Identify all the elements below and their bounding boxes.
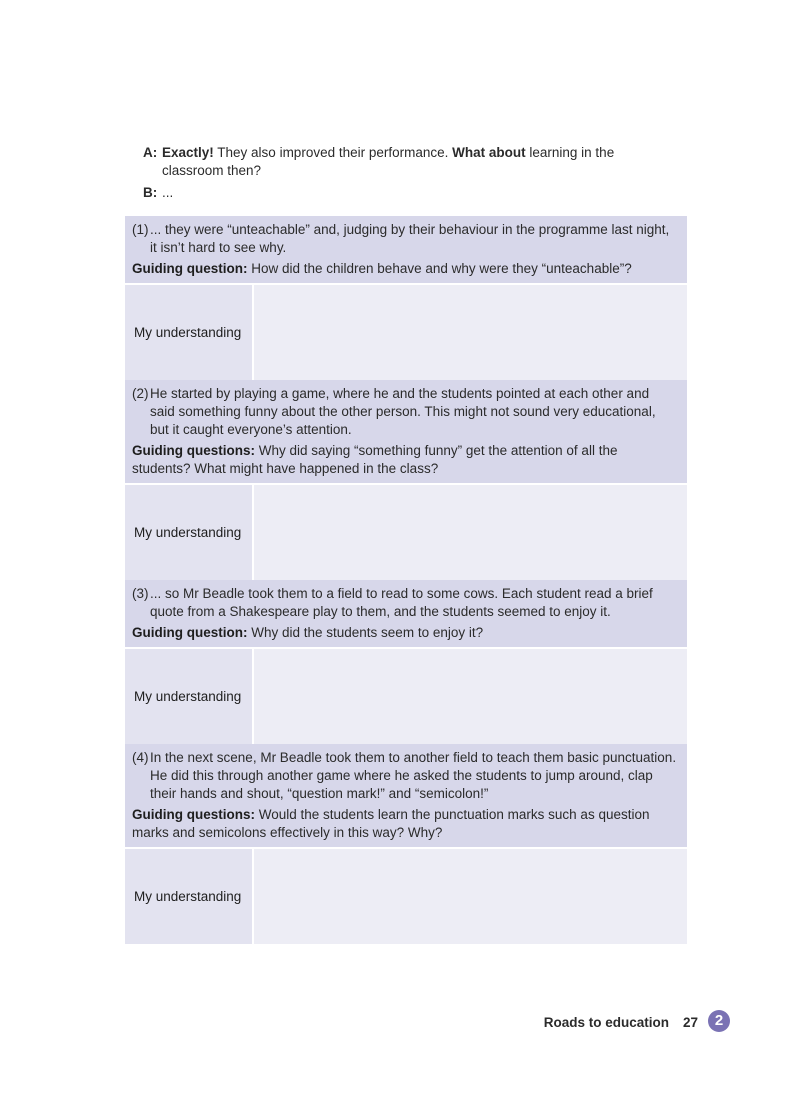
worksheet-table [125, 216, 687, 944]
item-number: (1) [132, 222, 149, 237]
guiding-question-label: Guiding question: [132, 625, 248, 640]
quote [132, 221, 677, 257]
dialogue-text-part: learning in the classroom then? [162, 145, 615, 178]
quote [132, 749, 677, 803]
item-number: (3) [132, 586, 149, 601]
dialogue-text-part: Exactly! [162, 145, 214, 160]
guiding-question-label: Guiding questions: [132, 807, 255, 822]
item-number: (4) [132, 750, 149, 765]
my-understanding-label: My understanding [125, 485, 252, 580]
dialogue-text [162, 144, 673, 180]
dialogue-line-b [143, 184, 673, 202]
quote [132, 585, 677, 621]
page-number: 27 [682, 1015, 698, 1030]
prompt-cell-4 [125, 744, 687, 847]
answer-field-4[interactable] [252, 849, 687, 944]
guiding-question [132, 624, 677, 642]
quote-text: He started by playing a game, where he and the students pointed at each other and said something funny about the other person. This might not sound very educational, but it caught everyone’s attention. [150, 386, 656, 437]
page-footer [0, 1010, 730, 1036]
guiding-question-label: Guiding questions: [132, 443, 255, 458]
answer-row-2 [125, 483, 687, 580]
item-number: (2) [132, 386, 149, 401]
prompt-cell-1 [125, 216, 687, 283]
answer-field-3[interactable] [252, 649, 687, 744]
speaker-label: A: [143, 145, 158, 160]
chapter-badge: 2 [708, 1010, 730, 1032]
guiding-question-text: How did the children behave and why were they “unteachable”? [247, 261, 632, 276]
guiding-question [132, 260, 677, 278]
answer-field-2[interactable] [252, 485, 687, 580]
dialogue-text-part: They also improved their performance. [213, 145, 453, 160]
answer-row-4 [125, 847, 687, 944]
quote-text: In the next scene, Mr Beadle took them to another field to teach them basic punctuation. He did this through another game where he asked the students to jump around, clap their hands and shout, “question mark!” and “semicolon!” [150, 750, 677, 801]
guiding-question-text: Why did the students seem to enjoy it? [247, 625, 484, 640]
my-understanding-label: My understanding [125, 285, 252, 380]
guiding-question-label: Guiding question: [132, 261, 248, 276]
answer-field-1[interactable] [252, 285, 687, 380]
chapter-title: Roads to education [543, 1015, 669, 1030]
dialogue-text [162, 184, 673, 202]
answer-row-3 [125, 647, 687, 744]
dialogue-text-part: What about [452, 145, 526, 160]
prompt-cell-2 [125, 380, 687, 483]
quote [132, 385, 677, 439]
quote-text: ... so Mr Beadle took them to a field to read to some cows. Each student read a brief quote from a Shakespeare play to them, and the students seemed to enjoy it. [150, 586, 653, 619]
quote-text: ... they were “unteachable” and, judging by their behaviour in the programme last night, it isn’t hard to see why. [150, 222, 670, 255]
guiding-question [132, 442, 677, 478]
my-understanding-label: My understanding [125, 849, 252, 944]
guiding-question [132, 806, 677, 842]
dialogue-text-part: ... [162, 185, 174, 200]
dialogue-line-a [143, 144, 673, 180]
guiding-question-text: Why did saying “something funny” get the attention of all the students? What might have happened in the class? [132, 443, 618, 476]
dialogue [143, 144, 673, 206]
guiding-question-text: Would the students learn the punctuation marks such as question marks and semicolons effectively in this way? Why? [132, 807, 650, 840]
my-understanding-label: My understanding [125, 649, 252, 744]
prompt-cell-3 [125, 580, 687, 647]
speaker-label: B: [143, 185, 158, 200]
answer-row-1 [125, 283, 687, 380]
